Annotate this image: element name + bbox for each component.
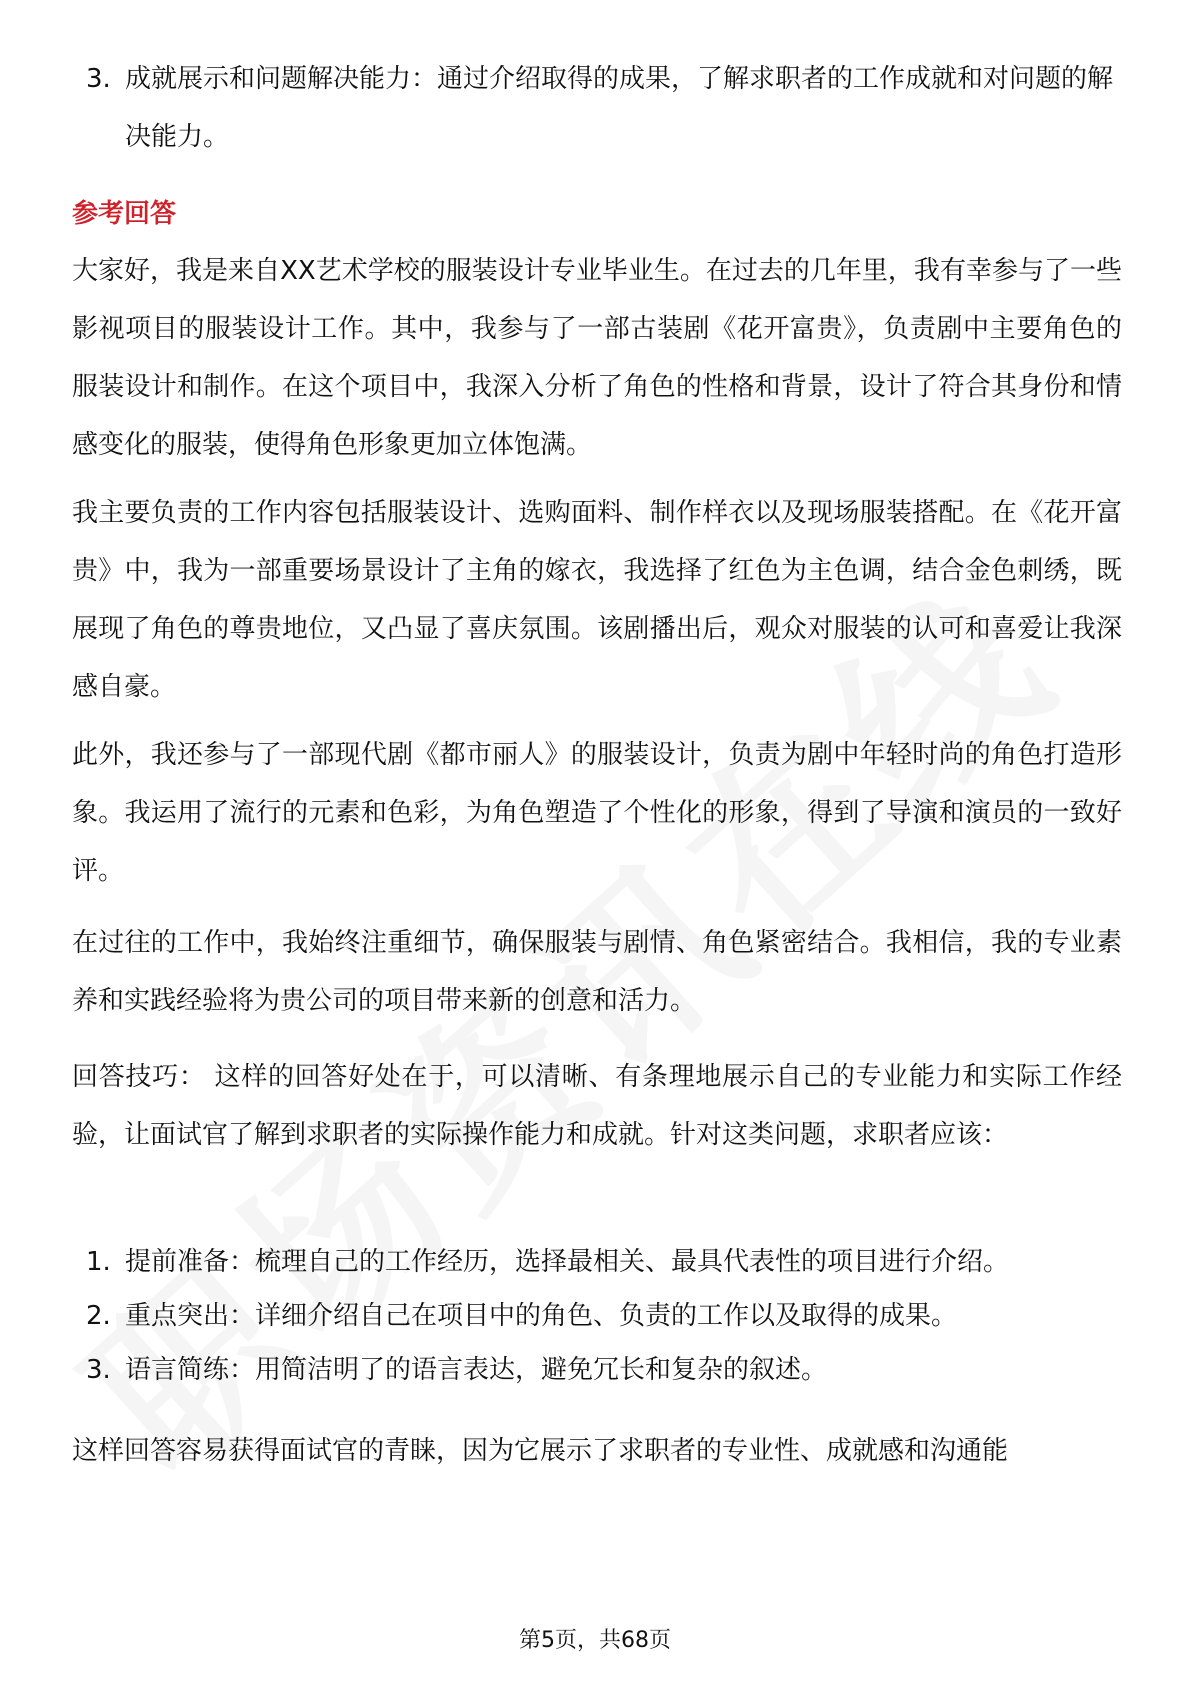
- list-number: 2.: [86, 1301, 111, 1331]
- list-text: 提前准备：梳理自己的工作经历，选择最相关、最具代表性的项目进行介绍。: [125, 1247, 1010, 1277]
- list-text: 成就展示和问题解决能力：通过介绍取得的成果，了解求职者的工作成就和对问题的解决能力。: [125, 64, 1114, 152]
- list-text: 重点突出：详细介绍自己在项目中的角色、负责的工作以及取得的成果。: [125, 1301, 958, 1331]
- list-number: 3.: [86, 1355, 111, 1385]
- list-number: 3.: [86, 64, 111, 94]
- list-number: 1.: [86, 1247, 111, 1277]
- section-heading: 参考回答: [72, 199, 177, 229]
- paragraph-intro: 大家好，我是来自XX艺术学校的服装设计专业毕业生。在过去的几年里，我有幸参与了一些影视项目的服装设计工作。其中，我参与了一部古装剧《花开富贵》，负责剧中主要角色的服装设计和制作。在这个项目中，我深入分析了角色的性格和背景，设计了符合其身份和情感变化的服装，使得角色形象更加立体饱满。: [72, 256, 1122, 460]
- page-number: 第5页，共68页: [519, 1628, 671, 1653]
- paragraph-answer-tips: 回答技巧： 这样的回答好处在于，可以清晰、有条理地展示自己的专业能力和实际工作经验，让面试官了解到求职者的实际操作能力和成就。针对这类问题，求职者应该：: [72, 1062, 1122, 1150]
- list-text: 语言简练：用简洁明了的语言表达，避免冗长和复杂的叙述。: [125, 1355, 828, 1385]
- paragraph-closing: 这样回答容易获得面试官的青睐，因为它展示了求职者的专业性、成就感和沟通能: [72, 1436, 1009, 1466]
- paragraph-responsibilities: 我主要负责的工作内容包括服装设计、选购面料、制作样衣以及现场服装搭配。在《花开富贵》中，我为一部重要场景设计了主角的嫁衣，我选择了红色为主色调，结合金色刺绣，既展现了角色的尊贵地位，又凸显了喜庆氛围。该剧播出后，观众对服装的认可和喜爱让我深感自豪。: [72, 498, 1122, 702]
- paragraph-attention-to-detail: 在过往的工作中，我始终注重细节，确保服装与剧情、角色紧密结合。我相信，我的专业素养和实践经验将为贵公司的项目带来新的创意和活力。: [72, 928, 1122, 1016]
- paragraph-modern-drama: 此外，我还参与了一部现代剧《都市丽人》的服装设计，负责为剧中年轻时尚的角色打造形象。我运用了流行的元素和色彩，为角色塑造了个性化的形象，得到了导演和演员的一致好评。: [72, 740, 1122, 886]
